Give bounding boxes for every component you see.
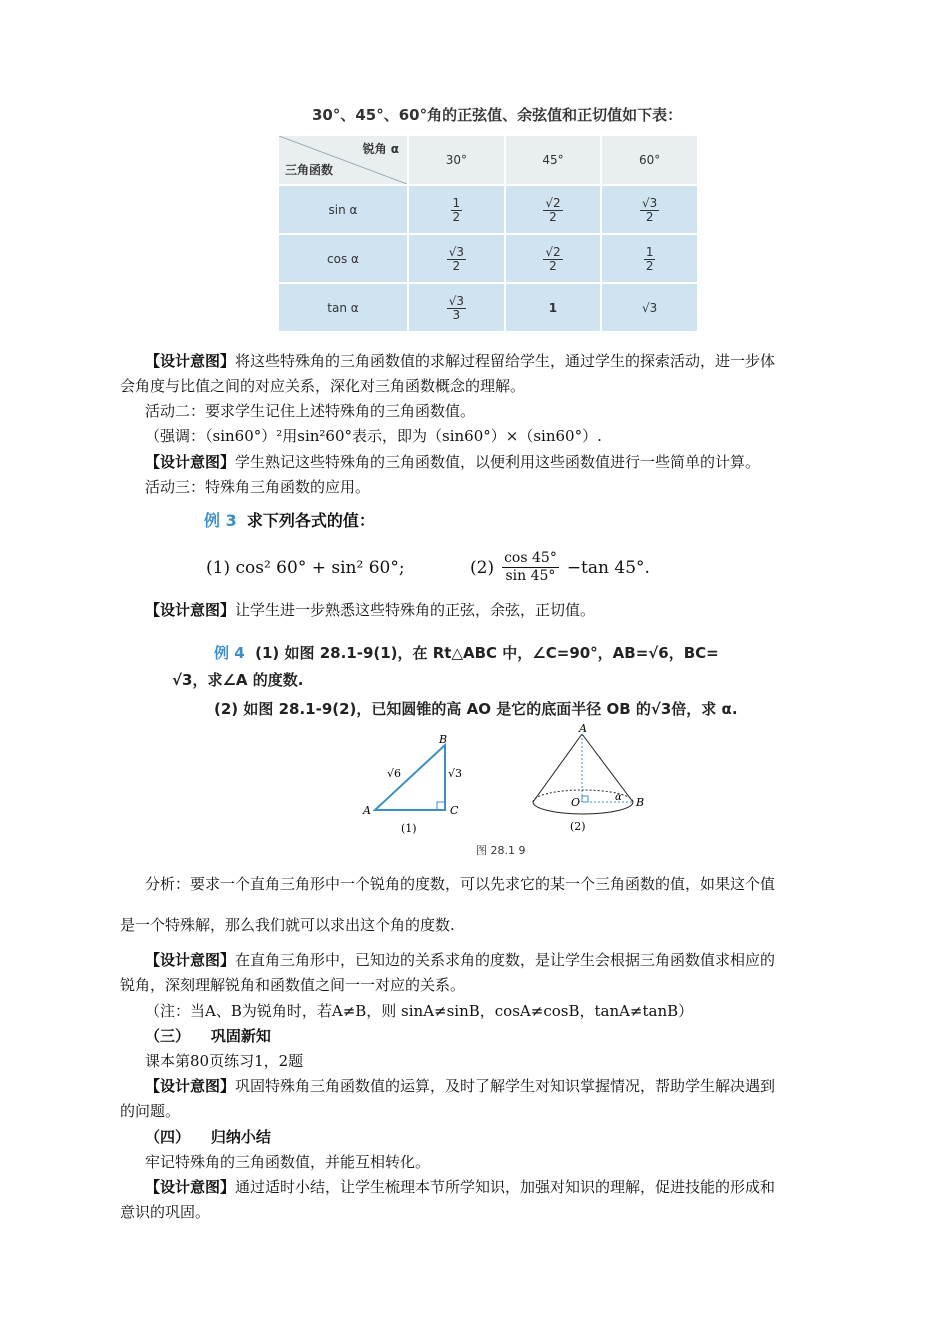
cone-figure: [525, 722, 665, 842]
cone-center-label: O: [571, 796, 581, 809]
example-4-line-2: √3，求∠A 的度数.: [172, 671, 304, 689]
table-header-row: [278, 135, 698, 185]
function-name: tan α: [278, 283, 408, 332]
figure-1-caption: (1): [401, 822, 417, 835]
function-name: cos α: [278, 234, 408, 283]
fraction: $\frac{√2}{2}$: [545, 244, 561, 273]
figure-2-caption: (2): [570, 820, 586, 833]
angle-header: 60°: [601, 135, 698, 185]
trig-value-table: [277, 134, 699, 333]
example-3-item-1: (1) cos² 60° + sin² 60°;: [206, 558, 405, 578]
figure-caption: 图 28.1 9: [476, 844, 526, 857]
table-row-cos: [278, 234, 698, 283]
example-4-line-3: (2) 如图 28.1-9(2)，已知圆锥的高 AO 是它的底面半径 OB 的√3倍，求 α.: [214, 700, 738, 718]
paragraph-line: 的问题。: [120, 1102, 181, 1120]
vertex-b-label: B: [439, 735, 448, 746]
fraction: $\frac{√3}{2}$: [642, 195, 658, 224]
paragraph-line: 会角度与比值之间的对应关系，深化对三角函数概念的理解。: [120, 377, 526, 395]
analysis-line-2: 是一个特殊解，那么我们就可以求出这个角的度数.: [120, 916, 455, 934]
table-intro: 30°、45°、60°角的正弦值、余弦值和正切值如下表：: [312, 106, 683, 124]
note-line: （注：当A、B为锐角时，若A≠B，则 sinA≠sinB，cosA≠cosB，tanA≠tanB）: [145, 1002, 694, 1020]
side-bc-label: √3: [448, 767, 463, 780]
design-intent-paragraph: 【设计意图】将这些特殊角的三角函数值的求解过程留给学生，通过学生的探索活动，进一步体: [145, 352, 776, 370]
triangle-figure: [355, 735, 485, 845]
corner-bottom-label: 三角函数: [285, 163, 334, 177]
design-intent-paragraph: 【设计意图】在直角三角形中，已知边的关系求角的度数，是让学生会根据三角函数值求相应的: [145, 951, 776, 969]
section-four-heading: （四） 归纳小结: [145, 1128, 271, 1146]
table-corner-cell: [278, 135, 408, 185]
design-intent-paragraph: 【设计意图】巩固特殊角三角函数值的运算，及时了解学生对知识掌握情况，帮助学生解决遇到: [145, 1077, 776, 1095]
vertex-c-label: C: [450, 804, 459, 817]
value-cell: [505, 234, 602, 283]
activity-two: 活动二：要求学生记住上述特殊角的三角函数值。: [145, 402, 476, 420]
design-intent-paragraph: 【设计意图】学生熟记这些特殊角的三角函数值，以便利用这些函数值进行一些简单的计算。: [145, 453, 761, 471]
function-name: sin α: [278, 185, 408, 234]
value-cell: 1: [505, 283, 602, 332]
angle-alpha-label: α: [615, 792, 622, 803]
value-cell: [408, 185, 505, 234]
table-row-sin: [278, 185, 698, 234]
angle-header: 30°: [408, 135, 505, 185]
paragraph-line: 锐角，深刻理解锐角和函数值之间一一对应的关系。: [120, 976, 466, 994]
value-cell: [408, 283, 505, 332]
cone-edge-label: B: [636, 796, 645, 809]
emphasis-note: （强调：（sin60°）²用sin²60°表示，即为（sin60°）×（sin60°）.: [145, 427, 602, 445]
exercise-line: 课本第80页练习1，2题: [145, 1052, 304, 1070]
analysis-line-1: 分析：要求一个直角三角形中一个锐角的度数，可以先求它的某一个三角函数的值，如果这个值: [145, 875, 776, 893]
corner-top-label: 锐角 α: [362, 142, 399, 156]
summary-line: 牢记特殊角的三角函数值，并能互相转化。: [145, 1153, 431, 1171]
example-3-item-2: (2) cos 45° sin 45° −tan 45°.: [470, 550, 650, 584]
value-cell: [505, 185, 602, 234]
side-ab-label: √6: [387, 767, 402, 780]
angle-header: 45°: [505, 135, 602, 185]
fraction: $\frac{√3}{3}$: [448, 293, 464, 322]
example-4-line-1: 例 4 (1) 如图 28.1-9(1)，在 Rt△ABC 中，∠C=90°，AB=√6，BC=: [214, 644, 719, 662]
value-cell: √3: [601, 283, 698, 332]
paragraph-line: 意识的巩固。: [120, 1203, 211, 1221]
value-cell: [601, 185, 698, 234]
design-intent-paragraph: 【设计意图】让学生进一步熟悉这些特殊角的正弦，余弦，正切值。: [145, 601, 596, 619]
activity-three: 活动三：特殊角三角函数的应用。: [145, 478, 371, 496]
value-cell: [601, 234, 698, 283]
design-intent-paragraph: 【设计意图】通过适时小结，让学生梳理本节所学知识，加强对知识的理解，促进技能的形成和: [145, 1178, 776, 1196]
vertex-a-label: A: [363, 804, 371, 817]
fraction: $\frac{1}{2}$: [645, 244, 654, 273]
section-three-heading: （三） 巩固新知: [145, 1027, 271, 1045]
fraction: $\frac{√3}{2}$: [448, 244, 464, 273]
fraction: $\frac{1}{2}$: [452, 195, 461, 224]
value-cell: [408, 234, 505, 283]
cone-apex-label: A: [579, 722, 587, 735]
table-row-tan: [278, 283, 698, 332]
fraction: $\frac{√2}{2}$: [545, 195, 561, 224]
example-3-heading: 例 3 求下列各式的值：: [204, 511, 375, 530]
